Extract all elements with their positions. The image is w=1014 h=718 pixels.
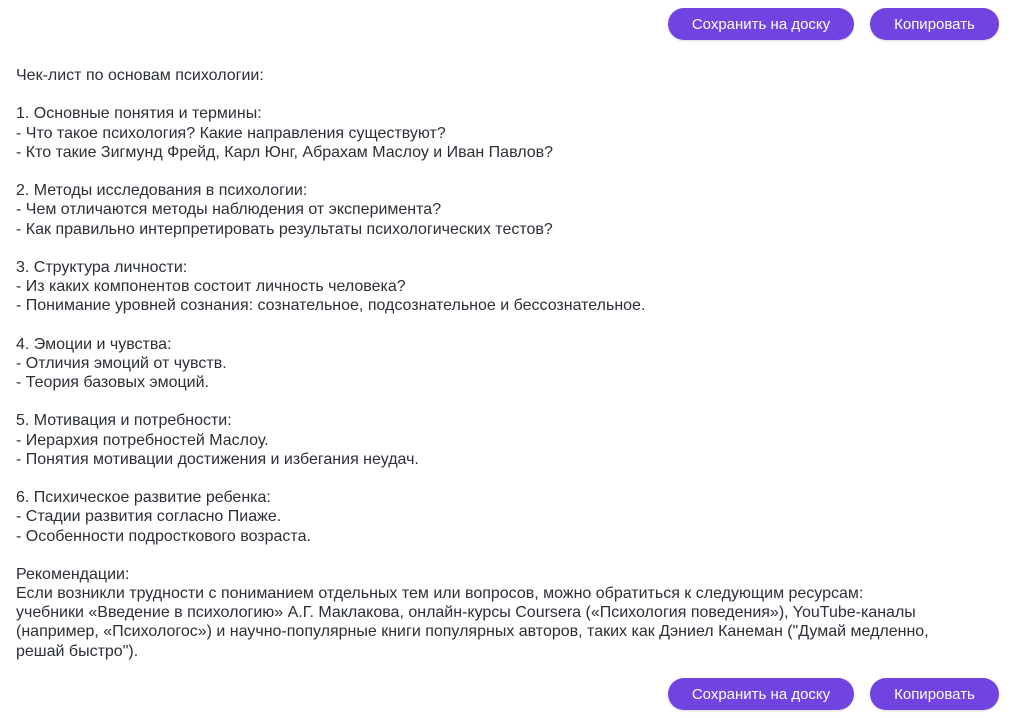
section-item: - Теория базовых эмоций.: [16, 374, 209, 391]
recommendations-text: Если возникли трудности с пониманием отдельных тем или вопросов, можно обратиться к следующим ресурсам:: [16, 585, 864, 603]
section-item: - Из каких компонентов состоит личность человека?: [16, 278, 406, 296]
section-heading: 6. Психическое развитие ребенка:: [16, 489, 271, 507]
recommendations-text: (например, «Психологос») и научно-популярные книги популярных авторов, таких как Дэниел Канеман ("Думай медленно,: [16, 623, 929, 641]
section-item: - Иерархия потребностей Маслоу.: [16, 431, 269, 449]
section-item: - Понятия мотивации достижения и избегания неудач.: [16, 450, 419, 468]
save-to-board-button[interactable]: Сохранить на доску: [668, 678, 854, 710]
recommendations-text: решай быстро").: [16, 642, 139, 660]
spacer: [16, 162, 1006, 181]
spacer: [16, 239, 1006, 258]
section-heading: 2. Методы исследования в психологии:: [16, 182, 308, 200]
section-item: - Стадии развития согласно Пиаже.: [16, 508, 282, 526]
section-heading: 3. Структура личности:: [16, 258, 188, 276]
copy-button[interactable]: Копировать: [870, 678, 999, 710]
save-to-board-button[interactable]: Сохранить на доску: [668, 8, 854, 40]
section-item: - Особенности подросткового возраста.: [16, 527, 311, 545]
section-heading: 4. Эмоции и чувства:: [16, 335, 172, 353]
spacer: [16, 315, 1006, 334]
section-heading: 5. Мотивация и потребности:: [16, 412, 232, 430]
spacer: [16, 85, 1006, 104]
top-toolbar: [668, 8, 999, 40]
recommendations-text: учебники «Введение в психологию» А.Г. Маклакова, онлайн-курсы Coursera («Психология поведения»), YouTube-каналы: [16, 604, 916, 622]
spacer: [16, 546, 1006, 565]
section-heading: 1. Основные понятия и термины:: [16, 105, 262, 123]
checklist-title: Чек-лист по основам психологии:: [16, 67, 264, 84]
section-item: - Кто такие Зигмунд Фрейд, Карл Юнг, Абрахам Маслоу и Иван Павлов?: [16, 143, 554, 161]
section-item: - Как правильно интерпретировать результаты психологических тестов?: [16, 220, 553, 238]
message-content: [16, 66, 1006, 661]
copy-button[interactable]: Копировать: [870, 8, 999, 40]
spacer: [16, 469, 1006, 488]
spacer: [16, 392, 1006, 411]
bottom-toolbar: [668, 678, 999, 710]
section-item: - Что такое психология? Какие направления существуют?: [16, 124, 446, 142]
section-item: - Понимание уровней сознания: сознательное, подсознательное и бессознательное.: [16, 297, 646, 315]
recommendations-heading: Рекомендации:: [16, 565, 130, 583]
section-item: - Чем отличаются методы наблюдения от эксперимента?: [16, 201, 442, 219]
section-item: - Отличия эмоций от чувств.: [16, 354, 227, 372]
